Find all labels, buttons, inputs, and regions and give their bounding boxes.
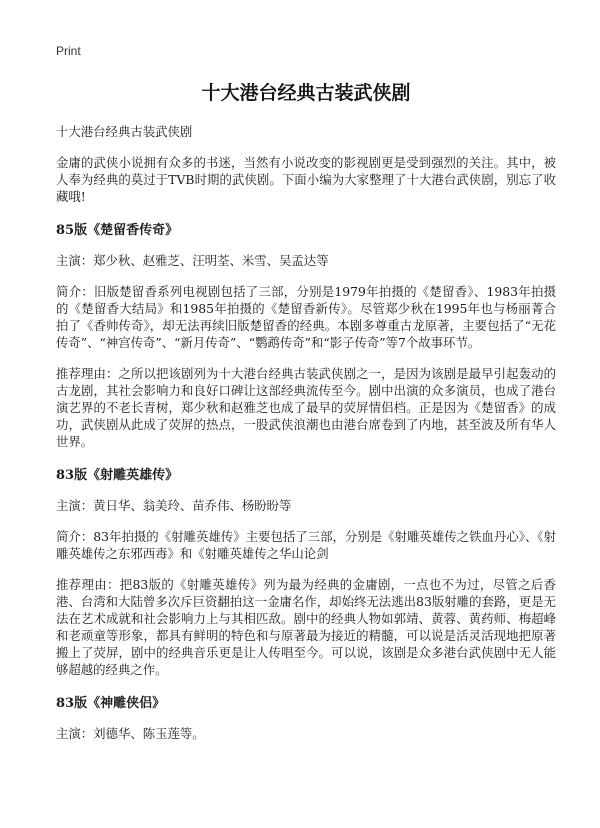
summary-paragraph: 简介：旧版楚留香系列电视剧包括了三部，分别是1979年拍摄的《楚留香》、1983年拍摄的《楚留香大结局》和1985年拍摄的《楚留香新传》。尽管郑少秋在1995年也与杨丽菁合拍了《香帅传奇》，却无法再续旧版楚留香的经典。本剧多尊重古龙原著，主要包括了“无花传奇”、“神宫传奇”、“新月传奇”、“鹦鹉传奇”和“影子传奇”等7个故事环节。 (56, 284, 556, 350)
cast-paragraph: 主演：刘德华、陈玉莲等。 (56, 726, 205, 741)
section-heading-shendiao: 83版《神雕侠侣》 (56, 696, 166, 711)
print-link[interactable]: Print (56, 44, 81, 58)
summary-paragraph: 简介：83年拍摄的《射雕英雄传》主要包括了三部，分别是《射雕英雄传之铁血丹心》、《射雕英雄传之东邪西毒》和《射雕英雄传之华山论剑 (56, 529, 556, 561)
subtitle-text: 十大港台经典古装武侠剧 (56, 124, 193, 139)
reason-paragraph: 推荐理由：把83版的《射雕英雄传》列为最为经典的金庸剧，一点也不为过，尽管之后香港、台湾和大陆曾多次斥巨资翻拍这一金庸名作，却始终无法逃出83版射雕的套路，更是无法在艺术成就和社会影响力上与其相匹敌。剧中的经典人物如郭靖、黄蓉、黄药师、梅超峰和老顽童等形象，都具有鲜明的特色和与原著最为接近的精髓，可以说是活灵活现地把原著搬上了荧屏，剧中的经典音乐更是让人传唱至今。可以说，该剧是众多港台武侠剧中无人能够超越的经典之作。 (56, 577, 556, 677)
reason-paragraph: 推荐理由：之所以把该剧列为十大港台经典古装武侠剧之一，是因为该剧是最早引起轰动的古龙剧，其社会影响力和良好口碑让这部经典流传至今。剧中出演的众多演员，也成了港台演艺界的不老长青树，郑少秋和赵雅芝也成了最早的荧屏情侣档。正是因为《楚留香》的成功，武侠剧从此成了荧屏的热点，一股武侠浪潮也由港台席卷到了内地，甚至波及所有华人世界。 (56, 366, 556, 449)
cast-paragraph: 主演：郑少秋、赵雅芝、汪明荃、米雪、吴孟达等 (56, 253, 329, 268)
intro-paragraph: 金庸的武侠小说拥有众多的书迷，当然有小说改变的影视剧更是受到强烈的关注。其中，被人奉为经典的莫过于TVB时期的武侠剧。下面小编为大家整理了十大港台武侠剧，别忘了收藏哦! (56, 155, 556, 204)
cast-paragraph: 主演：黄日华、翁美玲、苗乔伟、杨盼盼等 (56, 498, 292, 513)
section-heading-chuliuxiang: 85版《楚留香传奇》 (56, 223, 179, 238)
page-title: 十大港台经典古装武侠剧 (201, 82, 411, 104)
section-heading-shediao: 83版《射雕英雄传》 (56, 468, 179, 483)
